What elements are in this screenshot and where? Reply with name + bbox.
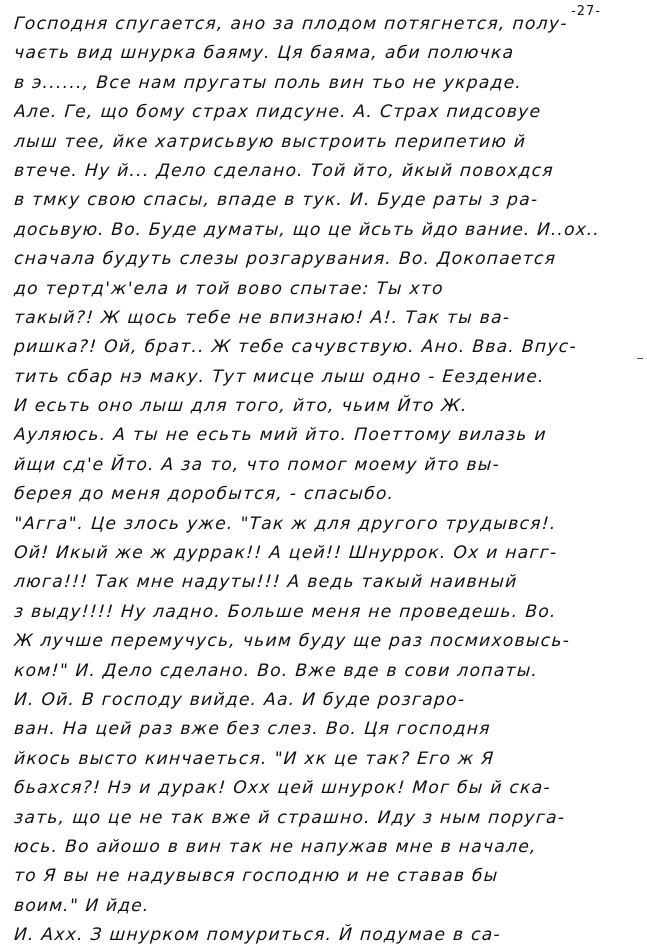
text-line: Господня спугается, ано за плодом потягнется, полу- — [13, 14, 569, 34]
text-line: И. Ой. В господу вийде. Аа. И буде розгаро- — [13, 689, 466, 710]
text-line: в тмку свою спасы, впаде в тук. И. Буде раты з ра- — [13, 190, 540, 211]
text-line: Ж лучше перемучусь, чьим буду ще раз посмиховысь- — [13, 631, 571, 652]
text-line: ком!" И. Дело сделано. Во. Вже вде в сови лопаты. — [13, 660, 539, 681]
text-line: йкось высто кинчаеться. "И хк це так? Его ж Я — [13, 748, 496, 769]
handwritten-text-block — [14, 10, 604, 951]
text-line: ван. На цей раз вже без слез. Во. Ця господня — [13, 719, 492, 740]
text-line: то Я вы не надувывся господню и не ставав бы — [13, 866, 500, 887]
text-line: втече. Ну й... Дело сделано. Той йто, йкый повохдся — [13, 160, 555, 181]
text-line: сначала будуть слезы розгарувания. Во. Докопается — [13, 249, 557, 270]
text-line: люга!!! Так мне надуты!!! А ведь такый наивный — [13, 572, 519, 593]
page-number: -27- — [571, 4, 601, 19]
text-line: Ауляюсь. А ты не есьть мий йто. Поеттому вилазь и — [13, 425, 548, 446]
text-line: юсь. Во айошо в вин так не напужав мне в начале, — [13, 836, 538, 857]
text-line: бьахся?! Нэ и дурак! Охх цей шнурок! Мог бы й ска- — [13, 778, 552, 799]
text-line: такый?! Ж щось тебе не впизнаю! А!. Так ты ва- — [13, 307, 511, 328]
text-line: до тертд'ж'ела и той вово спытае: Ты хто — [13, 278, 445, 299]
margin-mark — [637, 358, 643, 359]
text-line: И. Ахх. З шнурком помуриться. Й подумае в са- — [13, 925, 502, 946]
text-line: Але. Ге, що бому страх пидсуне. А. Страх пидсовуе — [13, 102, 543, 123]
text-line: "Агга". Це злось уже. "Так ж для другого трудывся!. — [13, 513, 558, 534]
text-line: досьвую. Во. Буде думаты, що це йсьть йдо вание. И..ох.. — [13, 219, 601, 240]
text-line: Ой! Икый же ж дуррак!! А цей!! Шнуррок. Ох и нагг- — [13, 543, 559, 564]
text-line: ришка?! Ой, брат.. Ж тебе сачувствую. Ано. Вва. Впус- — [13, 337, 578, 358]
text-line: зать, що це не так вже й страшно. Иду з ным поруга- — [13, 807, 566, 828]
text-line: чаєть вид шнурка баяму. Ця баяма, аби полючка — [13, 43, 516, 64]
text-line: йщи сд'е Йто. А за то, что помог моему йто вы- — [13, 454, 501, 475]
text-line: тить сбар нэ маку. Тут мисце лыш одно - Еездение. — [13, 366, 546, 387]
text-line: берея до меня доробытся, - спасыбо. — [13, 484, 396, 505]
text-line: лыш тее, йке хатрисьвую выстроить перипетию й — [13, 131, 527, 152]
text-line: в э......, Все нам пругаты поль вин тьо не украде. — [13, 72, 523, 93]
text-line: з выду!!!! Ну ладно. Больше меня не проведешь. Во. — [13, 601, 558, 622]
text-line: И есьть оно лыш для того, йто, чьим Йто Ж. — [13, 396, 469, 417]
text-line: воим." И йде. — [13, 895, 151, 916]
